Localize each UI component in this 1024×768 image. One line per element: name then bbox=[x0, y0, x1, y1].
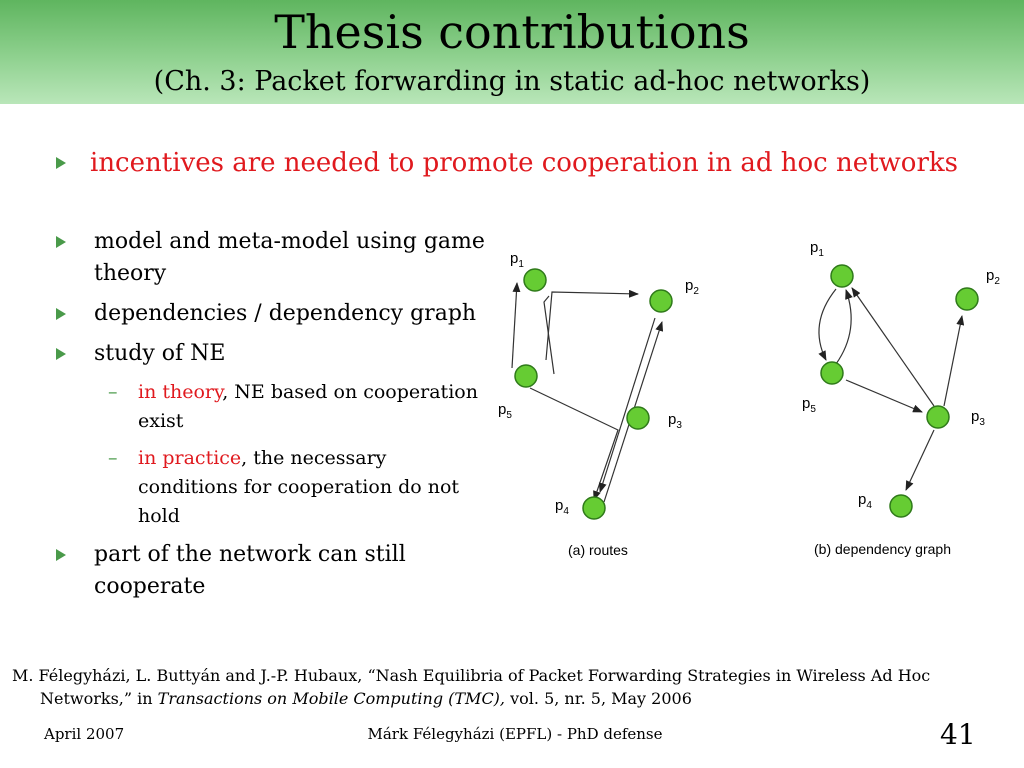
caption-dependency-graph: (b) dependency graph bbox=[814, 541, 951, 557]
node-p2 bbox=[956, 288, 978, 310]
bullet-text: model and meta-model using game theory bbox=[94, 229, 485, 286]
route-arrow bbox=[530, 388, 618, 500]
main-bullet bbox=[56, 145, 958, 181]
sub-bullet-text: , the necessary conditions for cooperation do not hold bbox=[138, 447, 460, 527]
node-label-p3: $p_3$ bbox=[668, 411, 682, 431]
bullet-item-model bbox=[56, 226, 486, 290]
node-label-p5: $p_5$ bbox=[802, 395, 816, 415]
node-label-p3: $p_3$ bbox=[971, 408, 985, 428]
bullet-item-ne bbox=[56, 338, 486, 370]
reference-text: Networks,” in bbox=[40, 689, 158, 708]
sub-bullet-theory bbox=[56, 378, 486, 436]
bullet-item-cooperate bbox=[56, 539, 486, 603]
bullet-arrow-icon bbox=[56, 348, 66, 360]
node-label-p2: $p_2$ bbox=[685, 277, 699, 297]
reference-text: vol. 5, nr. 5, May 2006 bbox=[505, 689, 692, 708]
node-p4 bbox=[890, 495, 912, 517]
route-arrow bbox=[546, 292, 638, 360]
reference-line-2 bbox=[12, 687, 1012, 710]
route-arrow bbox=[544, 296, 554, 374]
reference-journal: Transactions on Mobile Computing (TMC), bbox=[157, 689, 506, 708]
node-p4 bbox=[583, 497, 605, 519]
network-figure bbox=[490, 228, 1010, 568]
dependency-arrow bbox=[846, 380, 922, 412]
dependency-arrow bbox=[906, 430, 934, 490]
sub-bullet-highlight: in practice bbox=[138, 447, 242, 469]
bullet-list bbox=[56, 226, 486, 611]
bullet-arrow-icon bbox=[56, 549, 66, 561]
bullet-text: dependencies / dependency graph bbox=[94, 301, 477, 326]
caption-routes: (a) routes bbox=[568, 542, 628, 558]
node-p5 bbox=[821, 362, 843, 384]
node-label-p1: $p_1$ bbox=[810, 239, 824, 259]
slide-subtitle: (Ch. 3: Packet forwarding in static ad-hoc networks) bbox=[153, 66, 871, 97]
sub-bullet-practice bbox=[56, 444, 486, 531]
sub-bullet-highlight: in theory bbox=[138, 381, 223, 403]
node-p1 bbox=[831, 265, 853, 287]
bullet-text: study of NE bbox=[94, 341, 226, 366]
reference-citation bbox=[12, 664, 1012, 710]
dash-icon: – bbox=[108, 447, 118, 469]
routes-diagram bbox=[498, 250, 699, 558]
slide-title: Thesis contributions bbox=[274, 5, 750, 59]
route-arrow bbox=[600, 318, 655, 492]
node-label-p4: $p_4$ bbox=[555, 497, 569, 517]
main-bullet-text: incentives are needed to promote cooperation in ad hoc networks bbox=[90, 148, 958, 178]
dependency-arrow bbox=[944, 316, 962, 406]
reference-line-1: M. Félegyházi, L. Buttyán and J.-P. Hubaux, “Nash Equilibria of Packet Forwarding Strategies in Wireless Ad Hoc bbox=[12, 666, 931, 685]
bullet-arrow-icon bbox=[56, 157, 66, 169]
node-p5 bbox=[515, 365, 537, 387]
dependency-graph-diagram bbox=[802, 239, 1000, 557]
node-label-p4: $p_4$ bbox=[858, 491, 872, 511]
node-label-p5: $p_5$ bbox=[498, 401, 512, 421]
dash-icon: – bbox=[108, 381, 118, 403]
route-arrow bbox=[512, 283, 517, 368]
node-p3 bbox=[627, 407, 649, 429]
sub-bullet-text: , NE based on cooperation exist bbox=[138, 381, 478, 432]
footer-author: Márk Félegyházi (EPFL) - PhD defense bbox=[367, 725, 663, 743]
bullet-arrow-icon bbox=[56, 308, 66, 320]
page-number: 41 bbox=[940, 718, 976, 751]
dependency-arrow bbox=[819, 289, 836, 360]
node-label-p1: $p_1$ bbox=[510, 250, 524, 270]
bullet-item-dependencies bbox=[56, 298, 486, 330]
bullet-arrow-icon bbox=[56, 236, 66, 248]
node-label-p2: $p_2$ bbox=[986, 267, 1000, 287]
node-p1 bbox=[524, 269, 546, 291]
node-p2 bbox=[650, 290, 672, 312]
bullet-text: part of the network can still cooperate bbox=[94, 542, 406, 599]
node-p3 bbox=[927, 406, 949, 428]
dependency-arrow bbox=[836, 290, 851, 364]
footer-date: April 2007 bbox=[44, 725, 125, 743]
